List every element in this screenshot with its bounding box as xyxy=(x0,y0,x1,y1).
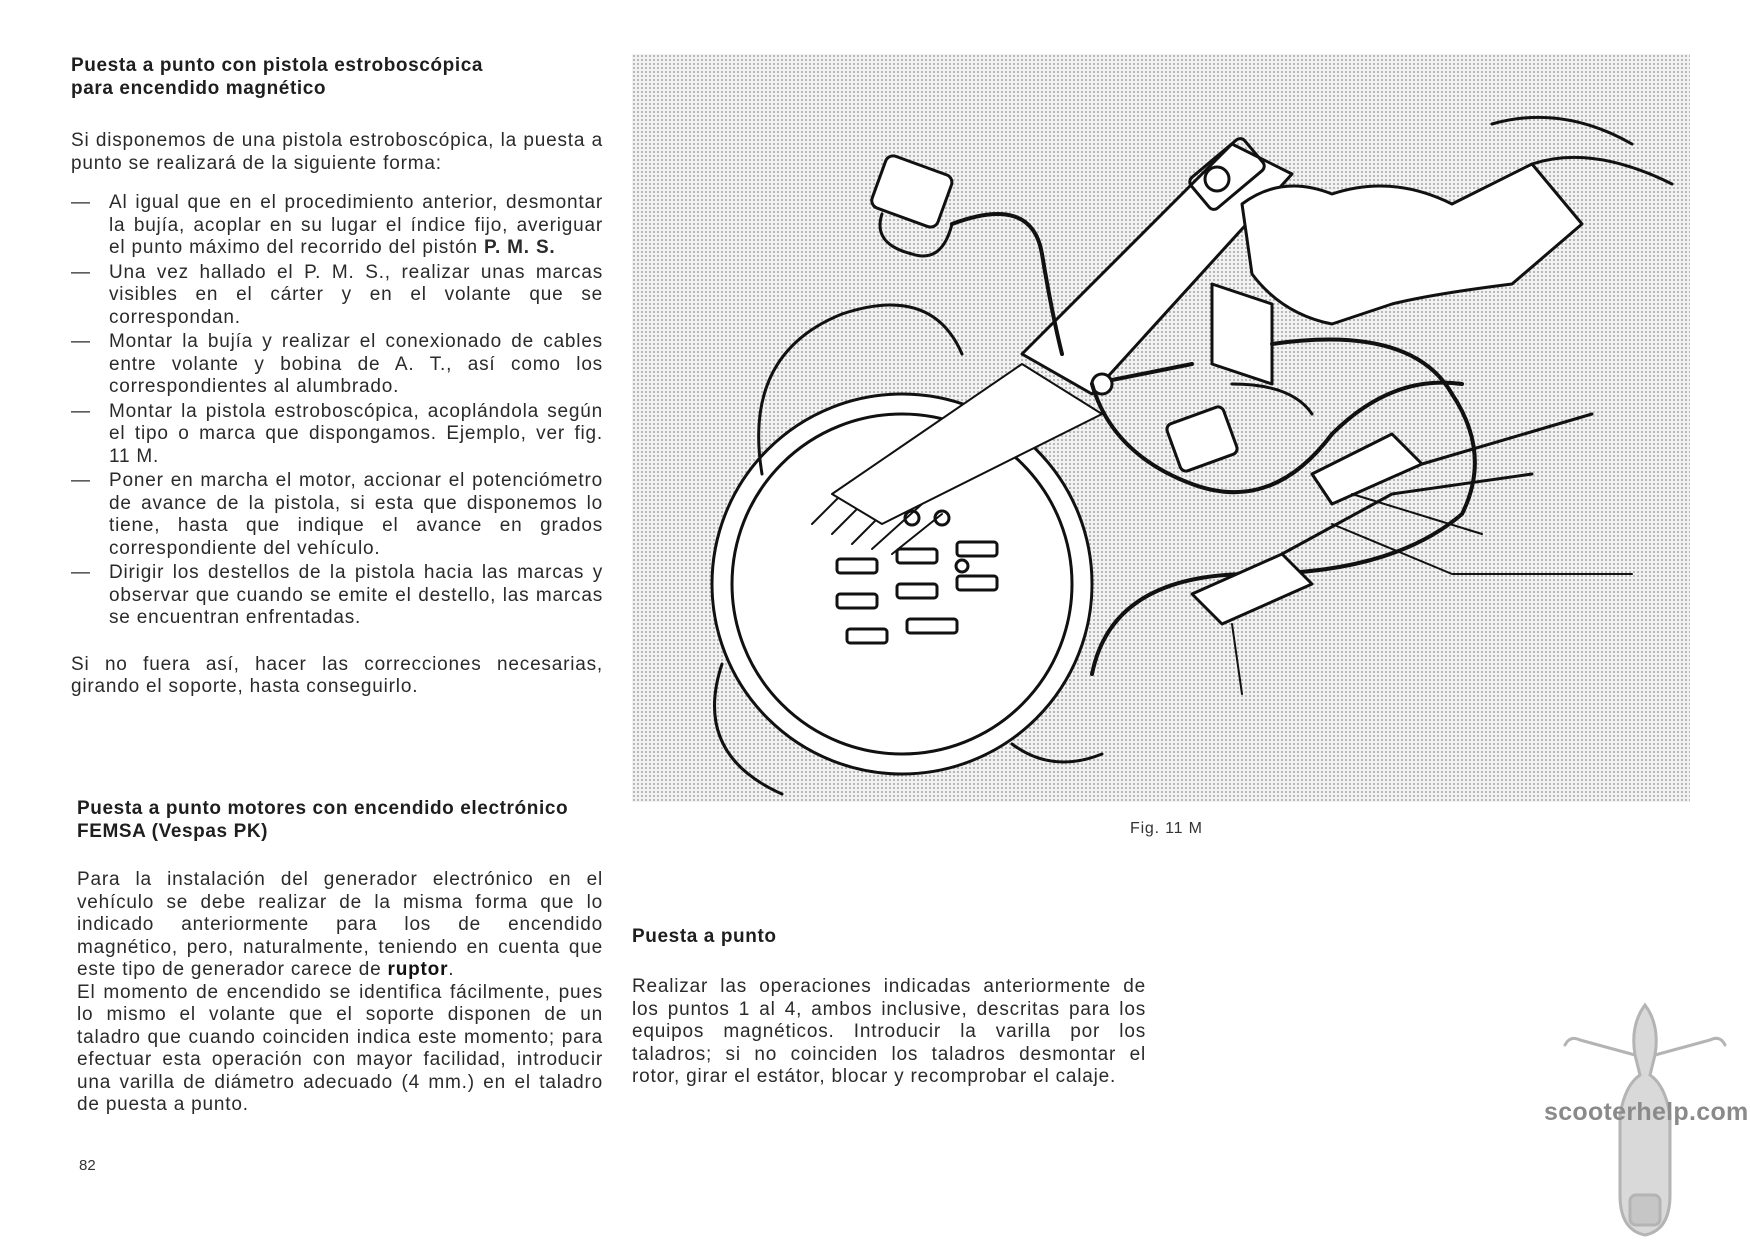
list-item: — Una vez hallado el P. M. S., realizar unas marcas visibles en el cárter y en el volante que se correspondan. xyxy=(71,262,603,330)
heading-line-2: FEMSA (Vespas PK) xyxy=(77,821,269,842)
procedure-list xyxy=(71,192,603,630)
left-column xyxy=(71,54,603,699)
closing-paragraph: Si no fuera así, hacer las correcciones necesarias, girando el soporte, hasta conseguirlo. xyxy=(71,653,603,697)
ruptor-bold: ruptor xyxy=(387,959,449,980)
list-item: — Montar la bujía y realizar el conexionado de cables entre volante y bobina de A. T., así como los correspondientes al alumbrado. xyxy=(71,331,603,399)
list-item: — Dirigir los destellos de la pistola hacia las marcas y observar que cuando se emite el destello, las marcas se encuentran enfrentadas. xyxy=(71,562,603,630)
heading-line-1: Puesta a punto con pistola estroboscópica xyxy=(71,55,484,76)
section-heading-puesta-a-punto: Puesta a punto xyxy=(632,926,777,947)
strobe-gun-engine-drawing xyxy=(632,54,1690,802)
left-column-section2 xyxy=(77,797,603,1117)
figure-caption: Fig. 11 M xyxy=(1130,820,1203,837)
section-heading-stroboscopic xyxy=(71,54,603,100)
list-item: — Poner en marcha el motor, accionar el potenciómetro de avance de la pistola, si esta que disponemos lo tiene, hasta que indique el avance en grados correspondiente del vehículo. xyxy=(71,470,603,560)
pms-bold: P. M. S. xyxy=(483,237,556,258)
section-heading-electronic xyxy=(77,797,603,843)
electronic-paragraph-1: Para la instalación del generador electrónico en el vehículo se debe realizar de la misma forma que lo indicado anteriormente para los de encendido magnético, pero, naturalmente, teniendo en cuenta que este tipo de generador carece de ruptor. xyxy=(77,869,603,980)
intro-paragraph: Si disponemos de una pistola estroboscópica, la puesta a punto se realizará de la siguiente forma: xyxy=(71,130,603,174)
electronic-paragraph-2: El momento de encendido se identifica fácilmente, pues lo mismo el volante que el soporte disponen de un taladro que cuando coinciden indica este momento; para efectuar esta operación con mayor facilidad, introducir una varilla de diámetro adecuado (4 mm.) en el taladro de puesta a punto. xyxy=(77,981,603,1115)
list-item: — Al igual que en el procedimiento anterior, desmontar la bujía, acoplar en su lugar el índice fijo, averiguar el punto máximo del recorrido del pistón P. M. S. xyxy=(71,192,603,260)
page-number: 82 xyxy=(79,1157,96,1174)
heading-line-1: Puesta a punto motores con encendido electrónico xyxy=(77,798,569,819)
figure-11m-illustration xyxy=(632,54,1690,802)
puesta-a-punto-paragraph: Realizar las operaciones indicadas anteriormente de los puntos 1 al 4, ambos inclusive, descritas para los equipos magnéticos. Introducir la varilla por los taladros; si no coinciden los taladros desmontar el rotor, girar el estátor, blocar y recomprobar el calaje. xyxy=(632,976,1146,1087)
watermark-text: scooterhelp.com xyxy=(1544,1098,1749,1126)
list-item: — Montar la pistola estroboscópica, acoplándola según el tipo o marca que dispongamos. Ejemplo, ver fig. 11 M. xyxy=(71,401,603,469)
right-column xyxy=(632,925,1146,1089)
heading-line-2: para encendido magnético xyxy=(71,78,327,99)
